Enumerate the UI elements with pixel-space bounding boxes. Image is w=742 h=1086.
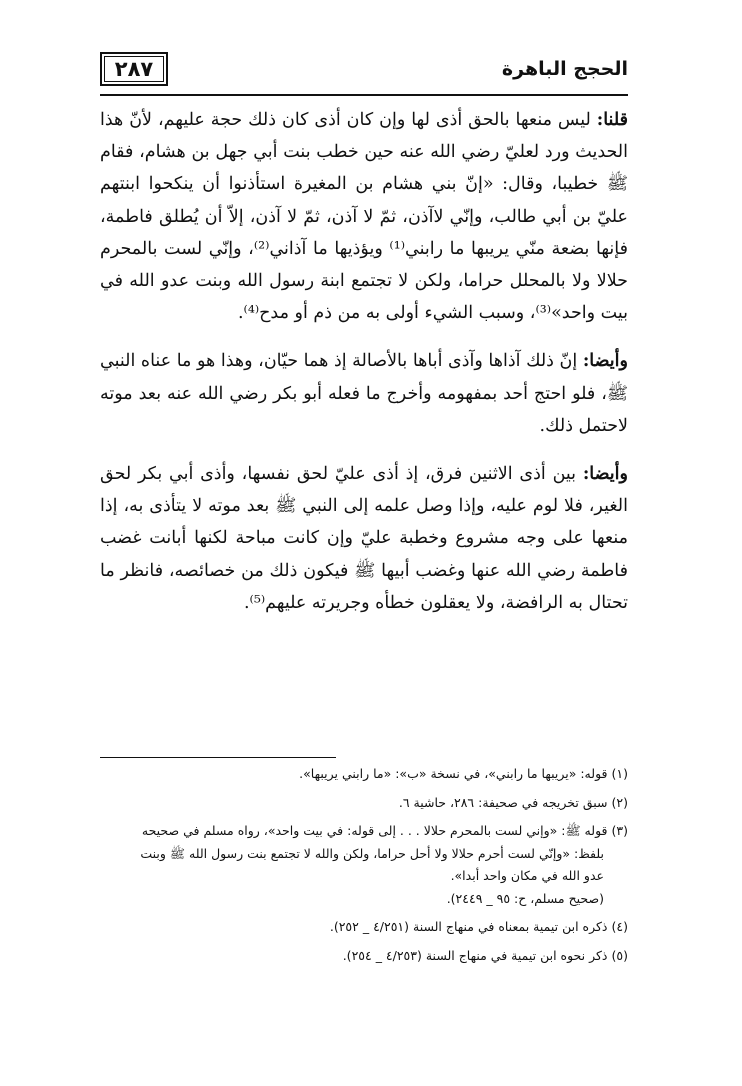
footnote-text: قوله: «يريبها ما رابني»، في نسخة «ب»: «ما رابني يريبها». <box>299 766 608 781</box>
footnote-number: (١) <box>611 766 628 781</box>
footnote-number: (٥) <box>611 947 628 963</box>
footnote <box>100 763 628 786</box>
page-number: ٢٨٧ <box>114 57 154 81</box>
paragraph <box>100 345 628 442</box>
footnote-text: قوله ﷺ: «وإني لست بالمحرم حلالا . . . إلى قوله: في بيت واحد»، رواه مسلم في صحيحه <box>141 823 608 838</box>
running-title: الحجج الباهرة <box>501 58 628 80</box>
footnote <box>100 792 628 815</box>
footnote-number: (٢) <box>611 794 628 810</box>
footnotes <box>100 763 628 973</box>
footnote <box>100 820 628 910</box>
paragraph-text: ليس منعها بالحق أذى لها وإن كان أذى كان ذلك حجة عليهم، لأنّ هذا الحديث ورد لعليّ رضي الله عنه حين خطب بنت أبي جهل بن هشام، فقام ﷺ خطيبا، وقال: «إنّ بني هشام بن المغيرة استأذنوا أن ينكحوا ابنتهم عليّ بن أبي طالب، وإنّي لاآذن، ثمّ لا آذن، ثمّ لا آذن، إلاّ أن يُطلق فاطمة، فإنها بضعة منّي يريبها ما رابني⁽¹⁾ ويؤذيها ما آذاني⁽²⁾، وإنّي لست بالمحرم حلالا ولا بالمحلل حراما، ولكن لا تجتمع ابنة رسول الله وبنت عدو الله في بيت واحد»⁽³⁾، وسبب الشيء أولى به من ذم أو مدح⁽⁴⁾. <box>100 110 628 324</box>
paragraph-lead: وأيضا: <box>582 464 628 485</box>
page-header <box>100 52 628 96</box>
footnote-text: ذكر نحوه ابن تيمية في منهاج السنة (٤/٢٥٣ _ ٢٥٤). <box>342 947 608 963</box>
paragraph-text: إنّ ذلك آذاها وآذى أباها بالأصالة إذ هما حيّان، وهذا هو ما عناه النبي ﷺ، فلو احتج أحد بمفهومه وأخرج ما فعله أبو بكر رضي الله عنه بعد موته لاحتمل ذلك. <box>100 351 628 436</box>
footnote-number: (٤) <box>611 919 628 934</box>
main-text <box>100 104 628 635</box>
footnote <box>100 916 628 939</box>
footnote-continuation: (صحيح مسلم، ح: ٩٥ _ ٢٤٤٩). <box>446 890 604 906</box>
paragraph-text: بين أذى الاثنين فرق، إذ أذى عليّ لحق نفسها، وأذى أبي بكر لحق الغير، فلا لوم عليه، وإذا وصل علمه إلى النبي ﷺ بعد موته لا يتأذى به، إذا منعها على وجه مشروع وخطبة عليّ وإن كانت مباحة لكنها أبانت غضب فاطمة رضي الله عنها وغضب أبيها ﷺ فيكون ذلك من خصائصه، فانظر ما تحتال به الرافضة، ولا يعقلون خطأه وجريرته عليهم⁽⁵⁾. <box>100 464 628 613</box>
paragraph <box>100 104 628 329</box>
page-number-box <box>100 52 168 86</box>
paragraph-lead: قلنا: <box>596 110 628 130</box>
footnote-number: (٣) <box>611 823 628 838</box>
footnote-text: ذكره ابن تيمية بمعناه في منهاج السنة (٤/٢٥١ _ ٢٥٢). <box>329 919 608 934</box>
footnote-continuation: عدو الله في مكان واحد أبدا». <box>450 868 604 883</box>
paragraph-lead: وأيضا: <box>582 351 628 372</box>
footnote-continuation: بلفظ: «وإنّي لست أحرم حلالا ولا أحل حراما، ولكن والله لا تجتمع بنت رسول الله ﷺ وبنت <box>140 845 604 861</box>
footnote-text: سبق تخريجه في صحيفة: ٢٨٦، حاشية ٦. <box>398 794 608 810</box>
footnote-separator <box>100 757 336 758</box>
paragraph <box>100 458 628 619</box>
footnote <box>100 945 628 968</box>
